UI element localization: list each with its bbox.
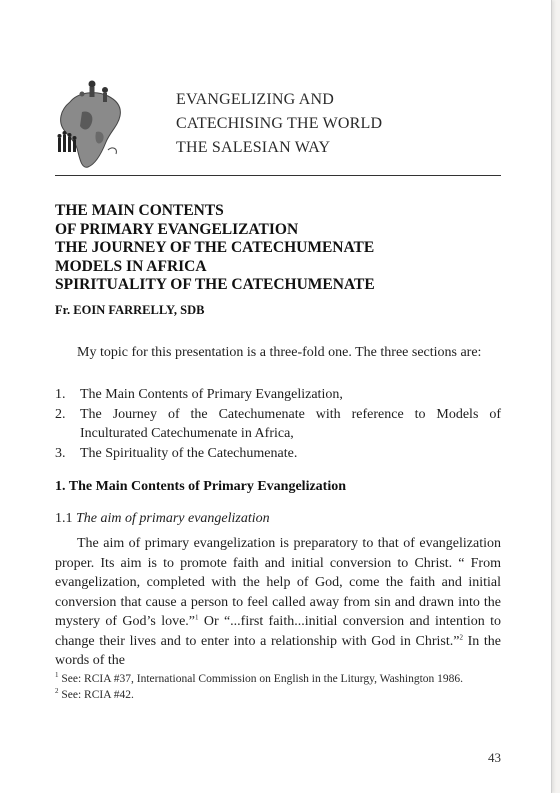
topic-list <box>55 385 501 463</box>
salesian-africa-logo <box>52 72 130 172</box>
body-text-2: Or “...first faith...initial conversion and intention to change their lives and to enter into a relationship with God in Christ.” <box>55 614 501 649</box>
footnote-text: See: RCIA #42. <box>61 689 134 701</box>
footnote-mark: 1 <box>55 671 59 680</box>
footnote-ref-1[interactable]: 1 <box>195 613 199 622</box>
footnote-2 <box>55 687 501 703</box>
footnotes <box>55 671 501 703</box>
africa-map-icon <box>52 72 130 172</box>
body-text-3: In the words of the <box>55 633 502 668</box>
list-item <box>55 385 501 405</box>
body-paragraph <box>55 534 501 671</box>
series-line-3: THE SALESIAN WAY <box>176 139 331 156</box>
title-line-2: OF PRIMARY EVANGELIZATION <box>55 220 299 238</box>
intro-paragraph: My topic for this presentation is a three-fold one. The three sections are: <box>77 345 482 360</box>
book-series-title <box>176 88 382 160</box>
title-line-5: SPIRITUALITY OF THE CATECHUMENATE <box>55 276 375 293</box>
list-item-text: The Journey of the Catechumenate with reference to Models of Inculturated Catechumenate in Africa, <box>80 406 501 441</box>
list-item <box>55 444 501 464</box>
series-line-2: CATECHISING THE WORLD <box>176 115 383 132</box>
list-item-text: The Spirituality of the Catechumenate. <box>80 445 298 461</box>
subsection-heading <box>55 511 270 527</box>
article-author: Fr. EOIN FARRELLY, SDB <box>55 303 205 317</box>
title-line-1: THE MAIN CONTENTS <box>55 202 224 219</box>
subsection-title: The aim of primary evangelization <box>76 511 270 526</box>
footnote-text: See: RCIA #37, International Commission on English in the Liturgy, Washington 1986. <box>61 673 464 685</box>
list-item-number: 3. <box>55 445 66 461</box>
title-line-3: THE JOURNEY OF THE CATECHUMENATE <box>55 239 375 256</box>
page-number: 43 <box>488 750 501 765</box>
list-item-text: The Main Contents of Primary Evangelization, <box>80 387 343 402</box>
footnote-mark: 2 <box>55 687 59 696</box>
list-item-number: 1. <box>55 387 66 402</box>
list-item-number: 2. <box>55 406 66 422</box>
section-heading: 1. The Main Contents of Primary Evangelization <box>55 479 347 494</box>
series-line-1: EVANGELIZING AND <box>176 91 334 108</box>
article-title <box>55 202 375 295</box>
title-line-4: MODELS IN AFRICA <box>55 257 207 275</box>
footnote-1 <box>55 671 501 687</box>
footnote-ref-2[interactable]: 2 <box>459 632 463 641</box>
list-item <box>55 405 501 444</box>
subsection-number: 1.1 <box>55 511 73 526</box>
body-text-1: The aim of primary evangelization is preparatory to that of evangelization proper. Its aim is to promote faith and initial conversion to Christ. “ From evangelization, completed with the help of God, come the faith and initial conversion that cause a person to feel called away from sin and drawn into the mystery of God’s love.” <box>55 536 501 629</box>
header-divider <box>55 175 501 176</box>
